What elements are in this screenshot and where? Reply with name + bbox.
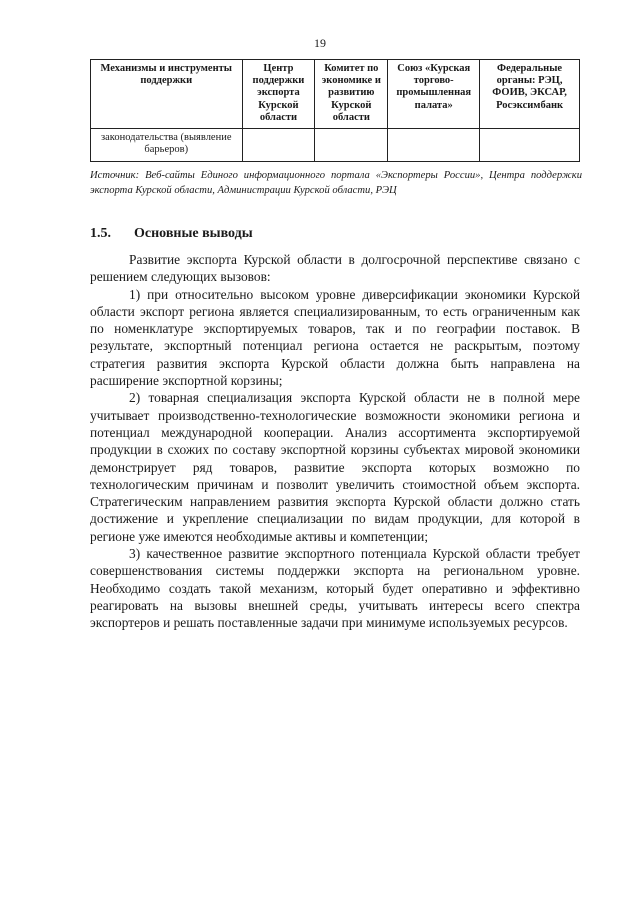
table-cell [480, 129, 580, 162]
table-header-cell: Центр поддержки экспорта Курской области [242, 60, 315, 129]
table-header-cell: Союз «Курская торгово-промышленная палата» [388, 60, 480, 129]
section-number: 1.5. [90, 226, 111, 241]
section-title: Основные выводы [134, 226, 253, 241]
table-cell [242, 129, 315, 162]
table-header-cell: Комитет по экономике и развитию Курской области [315, 60, 388, 129]
paragraph: 1) при относительно высоком уровне диверсификации экономики Курской области экспорт региона является специализированным, то есть ограниченным как по номенклатуре экспортируемых товаров, так и по географии поставок. В результате, экспортный потенциал региона остается не раскрытым, поэтому стратегия развития экспорта Курской области должна быть направлена на расширение экспортной корзины; [90, 286, 580, 389]
table-header-cell: Механизмы и инструменты поддержки [91, 60, 243, 129]
table-header-cell: Федеральные органы: РЭЦ, ФОИВ, ЭКСАР, Росэксимбанк [480, 60, 580, 129]
paragraph: 3) качественное развитие экспортного потенциала Курской области требует совершенствования системы поддержки экспорта на региональном уровне. Необходимо создать такой механизм, который будет оперативно и эффективно реагировать на вызовы внешней среды, учитывать интересы всего спектра экспортеров и решать поставленные задачи при минимуме используемых ресурсов. [90, 546, 580, 631]
source-text: Веб-сайты Единого информационного портала «Экспортеры России», Центра поддержки экспорта Курской области, Администрации Курской области, РЭЦ [90, 170, 582, 196]
paragraph: 2) товарная специализация экспорта Курской области не в полной мере учитывает производственно-технологические возможности экономики региона и потенциал международной кооперации. Анализ ассортимента экспортируемой продукции в схожих по составу экспортной корзины субъектах мировой экономики демонстрирует ряд товаров, развитие экспорта которых возможно по технологическим причинам и позволит увеличить стоимостной объем экспорта. Стратегическим направлением развития экспорта Курской области должно стать достижение и укрепление специализации по видам продукции, для которой в регионе уже имеются необходимые активы и компетенции; [90, 390, 580, 544]
page-number: 19 [314, 36, 326, 50]
table-source-note [90, 169, 582, 198]
table-cell: законодательства (выявление барьеров) [91, 129, 243, 162]
paragraph: Развитие экспорта Курской области в долгосрочной перспективе связано с решением следующих вызовов: [90, 252, 580, 285]
table-cell [388, 129, 480, 162]
table-cell [315, 129, 388, 162]
section-body [90, 251, 580, 632]
table-row [91, 129, 580, 162]
section-heading [90, 226, 253, 242]
source-label: Источник: [90, 170, 140, 181]
table-header-row [91, 60, 580, 129]
support-mechanisms-table [90, 59, 580, 162]
